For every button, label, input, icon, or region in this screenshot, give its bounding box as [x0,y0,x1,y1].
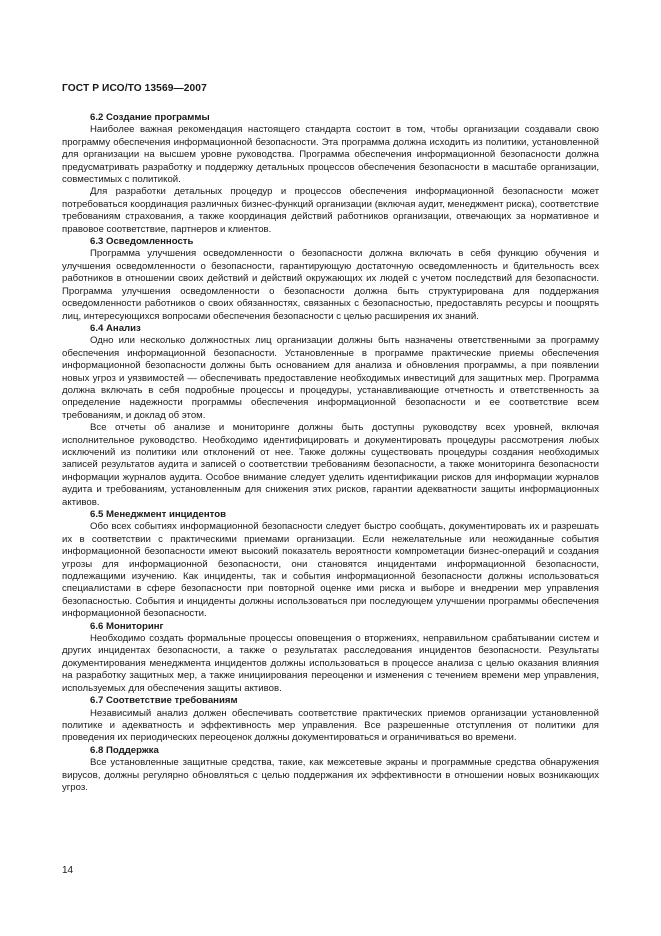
paragraph: Независимый анализ должен обеспечивать соответствие практических приемов организации установленной политике и адекватность и эффективность мер управления. Все разрешенные отступления от политики для проведения их периодических переоценок должны документироваться и ограничиваться во времени. [62,707,599,744]
section-title: 6.5 Менеджмент инцидентов [90,509,226,520]
section-title: 6.3 Осведомленность [90,236,194,248]
section-title: 6.6 Мониторинг [90,620,164,632]
paragraph: Все отчеты об анализе и мониторинге должны быть доступны руководству всех уровней, включая исполнительное руководство. Необходимо идентифицировать и документировать процедуры рассмотрения любых исключений из политики или отклонений от нее. Также должны существовать процедуры создания необходимых записей результатов аудита и записей о соответствии требованиям безопасности, а также мониторинга безопасности информации журналов аудита. Особое внимание следует уделить идентификации рисков для информации журналов аудита и требованиям, установленным для снижения этих рисков, гарантии адекватности защиты информационных активов. [62,422,599,508]
paragraph: Одно или несколько должностных лиц организации должны быть назначены ответственными за программу обеспечения информационной безопасности. Установленные в программе практические приемы обеспечения информационной безопасности должны быть основанием для анализа и обновления программы, а при появлении новых угроз и уязвимостей — обеспечивать предоставление необходимых инвестиций для защитных мер. Программа должна включать в себя подробные процессы и процедуры, устанавливающие отчетность и ответственность за определение надежности программы обеспечения информационной безопасности и ее соответствие всем требованиям, и доклад об этом. [62,335,599,421]
section-title: 6.4 Анализ [90,322,141,334]
paragraph: Обо всех событиях информационной безопасности следует быстро сообщать, документировать их и разрешать их в соответствии с практическими приемами организации. Если нежелательные или неожиданные события информационной безопасности имеют высокий показатель вероятности компрометации бизнес-операций и создания угрозы для информационной безопасности, они становятся инцидентами информационной безопасности, подлежащими изучению. Как инциденты, так и события информационной безопасности должны использоваться специалистами в сфере безопасности при повторной оценке ими риска и выборе и внедрении мер управления безопасностью. События и инциденты должны использоваться при последующем улучшении программы обеспечения информационной безопасности. [62,521,599,620]
section-title: 6.8 Поддержка [90,744,159,756]
section-6-5 [62,509,599,621]
paragraph: Наиболее важная рекомендация настоящего стандарта состоит в том, чтобы организации создавали свою программу обеспечения информационной безопасности. Эта программа должна исходить из политики, установленной для организации на высшем уровне руководства. Программа обеспечения информационной безопасности должна предусматривать разработку и поддержку детальных процессов обеспечения безопасности в масштабе организации, совместимых с политикой. [62,124,599,186]
paragraph: Программа улучшения осведомленности о безопасности должна включать в себя функцию обучения и улучшения осведомленности о безопасности, гарантирующую достаточную осведомленность и бдительность всех работников в отношении своих действий и действий окружающих их людей с учетом последствий для безопасности. Программа улучшения осведомленности о безопасности должна быть структурирована для поддержания осведомленности работников о своих обязанностях, связанных с безопасностью, предоставлять ресурсы и поощрять лиц, интересующихся вопросами обеспечения безопасности с целью расширения их знаний. [62,248,599,322]
section-title: 6.7 Соответствие требованиям [90,695,238,707]
section-6-7 [62,695,599,745]
section-6-6 [62,621,599,695]
section-title: 6.2 Создание программы [90,112,210,123]
document-body [62,112,599,794]
document-header: ГОСТ Р ИСО/ТО 13569—2007 [62,83,207,94]
section-6-2 [62,112,599,236]
paragraph: Необходимо создать формальные процессы оповещения о вторжениях, неправильном срабатывании систем и других инцидентах безопасности, а также о результатах расследования инцидентов безопасности. Результаты документирования менеджмента инцидентов должны использоваться в процессе анализа с целью оказания влияния на разработку защитных мер, а также инициирования переоценки и изменения с течением времени мер управления, используемых для обеспечения защиты активов. [62,633,599,694]
section-6-4 [62,323,599,509]
paragraph: Для разработки детальных процедур и процессов обеспечения информационной безопасности может потребоваться координация различных бизнес-функций организации (включая аудит, менеджмент риска), соответствие требованиям страхования, а также координация действий работников организации, отвечающих за нормативное и правовое соответствие, партнеров и клиентов. [62,186,599,235]
section-6-8 [62,745,599,795]
section-6-3 [62,236,599,323]
paragraph: Все установленные защитные средства, такие, как межсетевые экраны и программные средства обнаружения вирусов, должны регулярно обновляться с целью поддержания их эффективности в отношении новых возникающих угроз. [62,757,599,793]
page-number: 14 [62,865,74,876]
